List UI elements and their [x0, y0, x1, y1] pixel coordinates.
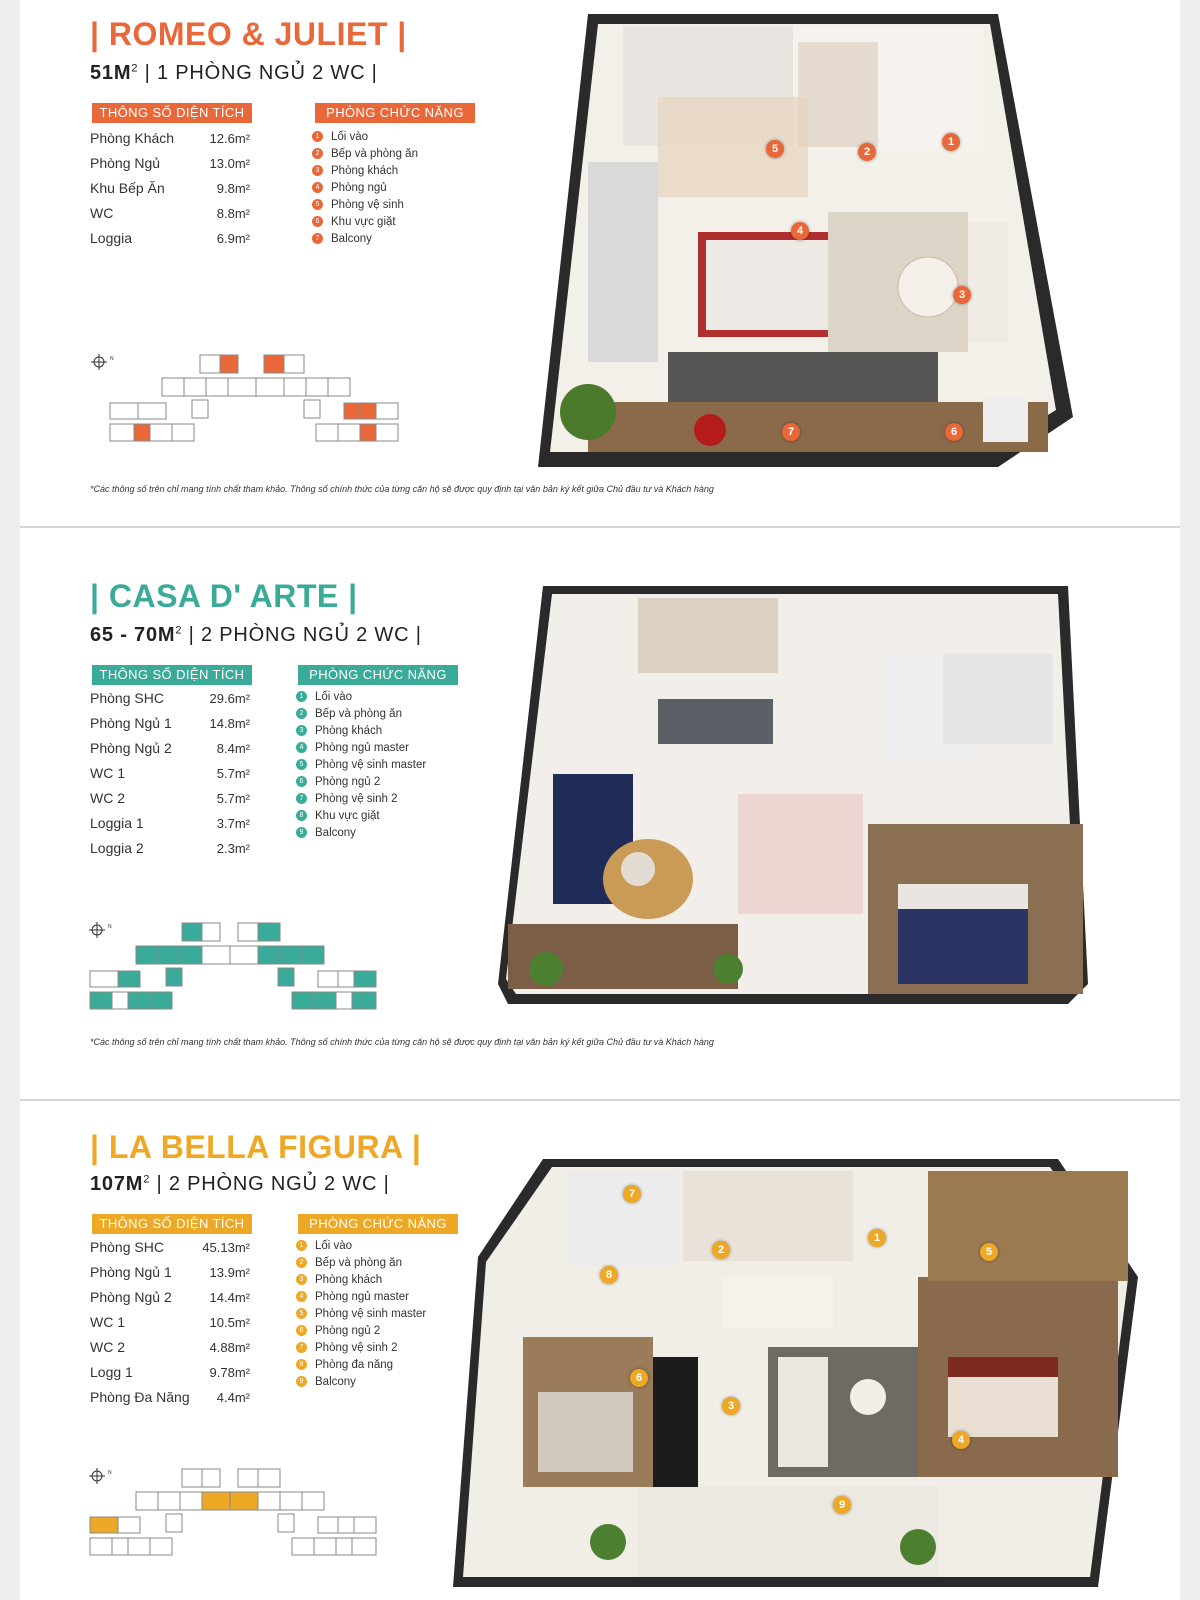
spec-value: 2.3m²	[216, 841, 250, 856]
function-item	[312, 179, 502, 196]
function-item	[296, 722, 486, 739]
plan-marker: 4	[952, 1431, 970, 1449]
spec-row	[90, 1285, 250, 1310]
plan-marker: 1	[942, 133, 960, 151]
function-label: Lối vào	[331, 130, 369, 143]
spec-value: 10.5m²	[209, 1315, 250, 1330]
spec-header: THÔNG SỐ DIỆN TÍCH	[92, 103, 252, 123]
spec-name: WC 1	[90, 1314, 125, 1330]
site-plan-diagram	[86, 918, 406, 1018]
function-item	[296, 739, 486, 756]
function-list	[312, 128, 502, 247]
function-item	[312, 162, 502, 179]
spec-value: 3.7m²	[216, 816, 250, 831]
spec-value: 9.78m²	[209, 1365, 250, 1380]
spec-list	[90, 686, 250, 861]
spec-name: WC 1	[90, 765, 125, 781]
function-label: Phòng ngủ	[331, 181, 387, 194]
function-number: 2	[296, 708, 307, 719]
spec-row	[90, 761, 250, 786]
spec-name: WC 2	[90, 1339, 125, 1355]
spec-value: 14.8m²	[209, 716, 250, 731]
function-number: 4	[312, 182, 323, 193]
floor-plan-render	[528, 12, 1088, 472]
function-number: 5	[296, 759, 307, 770]
function-number: 6	[296, 776, 307, 787]
spec-row	[90, 201, 250, 226]
spec-value: 8.4m²	[216, 741, 250, 756]
brochure-page	[20, 0, 1180, 1600]
site-plan-diagram	[88, 350, 408, 450]
unit-area-sup: 2	[131, 62, 139, 75]
spec-value: 8.8m²	[216, 206, 250, 221]
unit-area: 51M	[90, 62, 132, 84]
spec-name: Phòng Ngủ 2	[90, 1289, 172, 1305]
function-number: 5	[312, 199, 323, 210]
unit-rooms: | 1 PHÒNG NGỦ 2 WC |	[138, 62, 378, 84]
function-number: 6	[312, 216, 323, 227]
function-label: Balcony	[315, 826, 356, 839]
unit-area-sup: 2	[175, 624, 183, 637]
spec-name: Phòng Ngủ 2	[90, 740, 172, 756]
spec-row	[90, 711, 250, 736]
spec-name: Phòng Ngủ 1	[90, 1264, 172, 1280]
function-number: 9	[296, 827, 307, 838]
floor-plan-render	[488, 584, 1088, 1014]
unit-subtitle	[90, 62, 378, 85]
function-label: Phòng ngủ 2	[315, 1324, 381, 1337]
spec-name: Phòng SHC	[90, 1239, 164, 1255]
function-item	[296, 756, 486, 773]
plan-marker: 6	[945, 423, 963, 441]
function-list	[296, 688, 486, 841]
function-label: Bếp và phòng ăn	[315, 707, 402, 720]
spec-header: THÔNG SỐ DIỆN TÍCH	[92, 665, 252, 685]
function-label: Balcony	[331, 232, 372, 245]
disclaimer-note: *Các thông số trên chỉ mang tính chất tham khảo. Thông số chính thức của từng căn hộ sẽ được quy định tại văn bản ký kết giữa Chủ đầu tư và Khách hàng	[90, 1037, 714, 1047]
unit-title: | ROMEO & JULIET |	[90, 16, 407, 52]
plan-marker: 6	[630, 1369, 648, 1387]
function-number: 1	[296, 691, 307, 702]
spec-row	[90, 1235, 250, 1260]
spec-row	[90, 1260, 250, 1285]
function-number: 3	[312, 165, 323, 176]
function-label: Phòng ngủ master	[315, 1290, 409, 1303]
plan-marker: 8	[600, 1266, 618, 1284]
function-number: 3	[296, 725, 307, 736]
unit-subtitle	[90, 1173, 390, 1196]
plan-marker: 2	[858, 143, 876, 161]
spec-list	[90, 126, 250, 251]
unit-subtitle	[90, 624, 422, 647]
function-number: 3	[296, 1274, 307, 1285]
function-label: Phòng vệ sinh master	[315, 1307, 427, 1320]
svg-text:N: N	[108, 924, 112, 930]
function-item	[296, 807, 486, 824]
floor-plan-render	[448, 1157, 1148, 1587]
plan-marker: 3	[722, 1397, 740, 1415]
svg-text:N: N	[110, 356, 114, 362]
function-item	[312, 230, 502, 247]
function-number: 7	[296, 793, 307, 804]
function-number: 1	[312, 131, 323, 142]
function-item	[296, 705, 486, 722]
function-label: Khu vực giặt	[315, 809, 380, 822]
function-number: 2	[312, 148, 323, 159]
spec-row	[90, 151, 250, 176]
spec-row	[90, 176, 250, 201]
spec-header: THÔNG SỐ DIỆN TÍCH	[92, 1214, 252, 1234]
function-header: PHÒNG CHỨC NĂNG	[315, 103, 475, 123]
spec-row	[90, 836, 250, 861]
unit-panel-la-bella-figura	[20, 1101, 1180, 1600]
spec-name: WC 2	[90, 790, 125, 806]
plan-marker: 9	[833, 1496, 851, 1514]
function-item	[296, 773, 486, 790]
function-item	[312, 213, 502, 230]
function-label: Bếp và phòng ăn	[315, 1256, 402, 1269]
spec-row	[90, 226, 250, 251]
unit-title: | CASA D' ARTE |	[90, 578, 358, 614]
function-label: Phòng khách	[315, 724, 383, 737]
function-item	[296, 688, 486, 705]
function-number: 7	[312, 233, 323, 244]
spec-value: 5.7m²	[216, 791, 250, 806]
plan-marker: 4	[791, 222, 809, 240]
spec-row	[90, 811, 250, 836]
function-number: 8	[296, 1359, 307, 1370]
spec-row	[90, 1385, 250, 1410]
spec-row	[90, 686, 250, 711]
unit-area-sup: 2	[143, 1173, 151, 1186]
function-label: Phòng ngủ master	[315, 741, 409, 754]
spec-name: Loggia	[90, 230, 133, 246]
function-number: 2	[296, 1257, 307, 1268]
function-label: Lối vào	[315, 1239, 353, 1252]
unit-panel-romeo-juliet	[20, 0, 1180, 525]
function-label: Phòng khách	[331, 164, 399, 177]
function-label: Phòng ngủ 2	[315, 775, 381, 788]
unit-area: 107M	[90, 1173, 144, 1195]
spec-name: Logg 1	[90, 1364, 133, 1380]
function-item	[312, 145, 502, 162]
function-item	[312, 128, 502, 145]
spec-name: WC	[90, 205, 114, 221]
function-label: Phòng vệ sinh	[331, 198, 404, 211]
spec-row	[90, 1335, 250, 1360]
svg-text:N: N	[108, 1470, 112, 1476]
spec-name: Phòng Khách	[90, 130, 175, 146]
spec-name: Khu Bếp Ăn	[90, 180, 165, 196]
spec-value: 4.4m²	[216, 1390, 250, 1405]
unit-title: | LA BELLA FIGURA |	[90, 1129, 422, 1165]
unit-rooms: | 2 PHÒNG NGỦ 2 WC |	[150, 1173, 390, 1195]
spec-row	[90, 786, 250, 811]
function-label: Khu vực giặt	[331, 215, 396, 228]
spec-list	[90, 1235, 250, 1410]
function-number: 8	[296, 810, 307, 821]
spec-value: 14.4m²	[209, 1290, 250, 1305]
function-number: 4	[296, 1291, 307, 1302]
function-number: 7	[296, 1342, 307, 1353]
plan-marker: 5	[766, 140, 784, 158]
spec-value: 29.6m²	[209, 691, 250, 706]
spec-name: Phòng SHC	[90, 690, 164, 706]
function-item	[312, 196, 502, 213]
function-label: Balcony	[315, 1375, 356, 1388]
spec-name: Loggia 2	[90, 840, 144, 856]
spec-name: Phòng Ngủ	[90, 155, 161, 171]
spec-name: Phòng Ngủ 1	[90, 715, 172, 731]
function-label: Bếp và phòng ăn	[331, 147, 418, 160]
spec-row	[90, 1310, 250, 1335]
spec-value: 45.13m²	[202, 1240, 250, 1255]
spec-value: 13.0m²	[209, 156, 250, 171]
function-number: 4	[296, 742, 307, 753]
plan-marker: 3	[953, 286, 971, 304]
plan-marker: 5	[980, 1243, 998, 1261]
unit-rooms: | 2 PHÒNG NGỦ 2 WC |	[182, 624, 422, 646]
plan-marker: 2	[712, 1241, 730, 1259]
spec-value: 4.88m²	[209, 1340, 250, 1355]
site-plan-diagram	[86, 1464, 406, 1564]
spec-name: Phòng Đa Năng	[90, 1389, 190, 1405]
function-label: Phòng khách	[315, 1273, 383, 1286]
spec-value: 13.9m²	[209, 1265, 250, 1280]
spec-value: 6.9m²	[216, 231, 250, 246]
function-header: PHÒNG CHỨC NĂNG	[298, 665, 458, 685]
disclaimer-note: *Các thông số trên chỉ mang tính chất tham khảo. Thông số chính thức của từng căn hộ sẽ được quy định tại văn bản ký kết giữa Chủ đầu tư và Khách hàng	[90, 484, 714, 494]
unit-panel-casa-darte	[20, 528, 1180, 1098]
spec-value: 5.7m²	[216, 766, 250, 781]
function-item	[296, 790, 486, 807]
function-number: 6	[296, 1325, 307, 1336]
plan-marker: 1	[868, 1229, 886, 1247]
plan-marker: 7	[782, 423, 800, 441]
function-number: 5	[296, 1308, 307, 1319]
function-label: Phòng đa năng	[315, 1358, 394, 1371]
spec-value: 12.6m²	[209, 131, 250, 146]
function-number: 1	[296, 1240, 307, 1251]
spec-value: 9.8m²	[216, 181, 250, 196]
function-label: Phòng vệ sinh 2	[315, 1341, 398, 1354]
spec-name: Loggia 1	[90, 815, 144, 831]
function-label: Lối vào	[315, 690, 353, 703]
function-number: 9	[296, 1376, 307, 1387]
plan-marker: 7	[623, 1185, 641, 1203]
spec-row	[90, 1360, 250, 1385]
function-label: Phòng vệ sinh 2	[315, 792, 398, 805]
function-item	[296, 824, 486, 841]
spec-row	[90, 736, 250, 761]
function-label: Phòng vệ sinh master	[315, 758, 427, 771]
unit-area: 65 - 70M	[90, 624, 176, 646]
spec-row	[90, 126, 250, 151]
function-header: PHÒNG CHỨC NĂNG	[298, 1214, 458, 1234]
